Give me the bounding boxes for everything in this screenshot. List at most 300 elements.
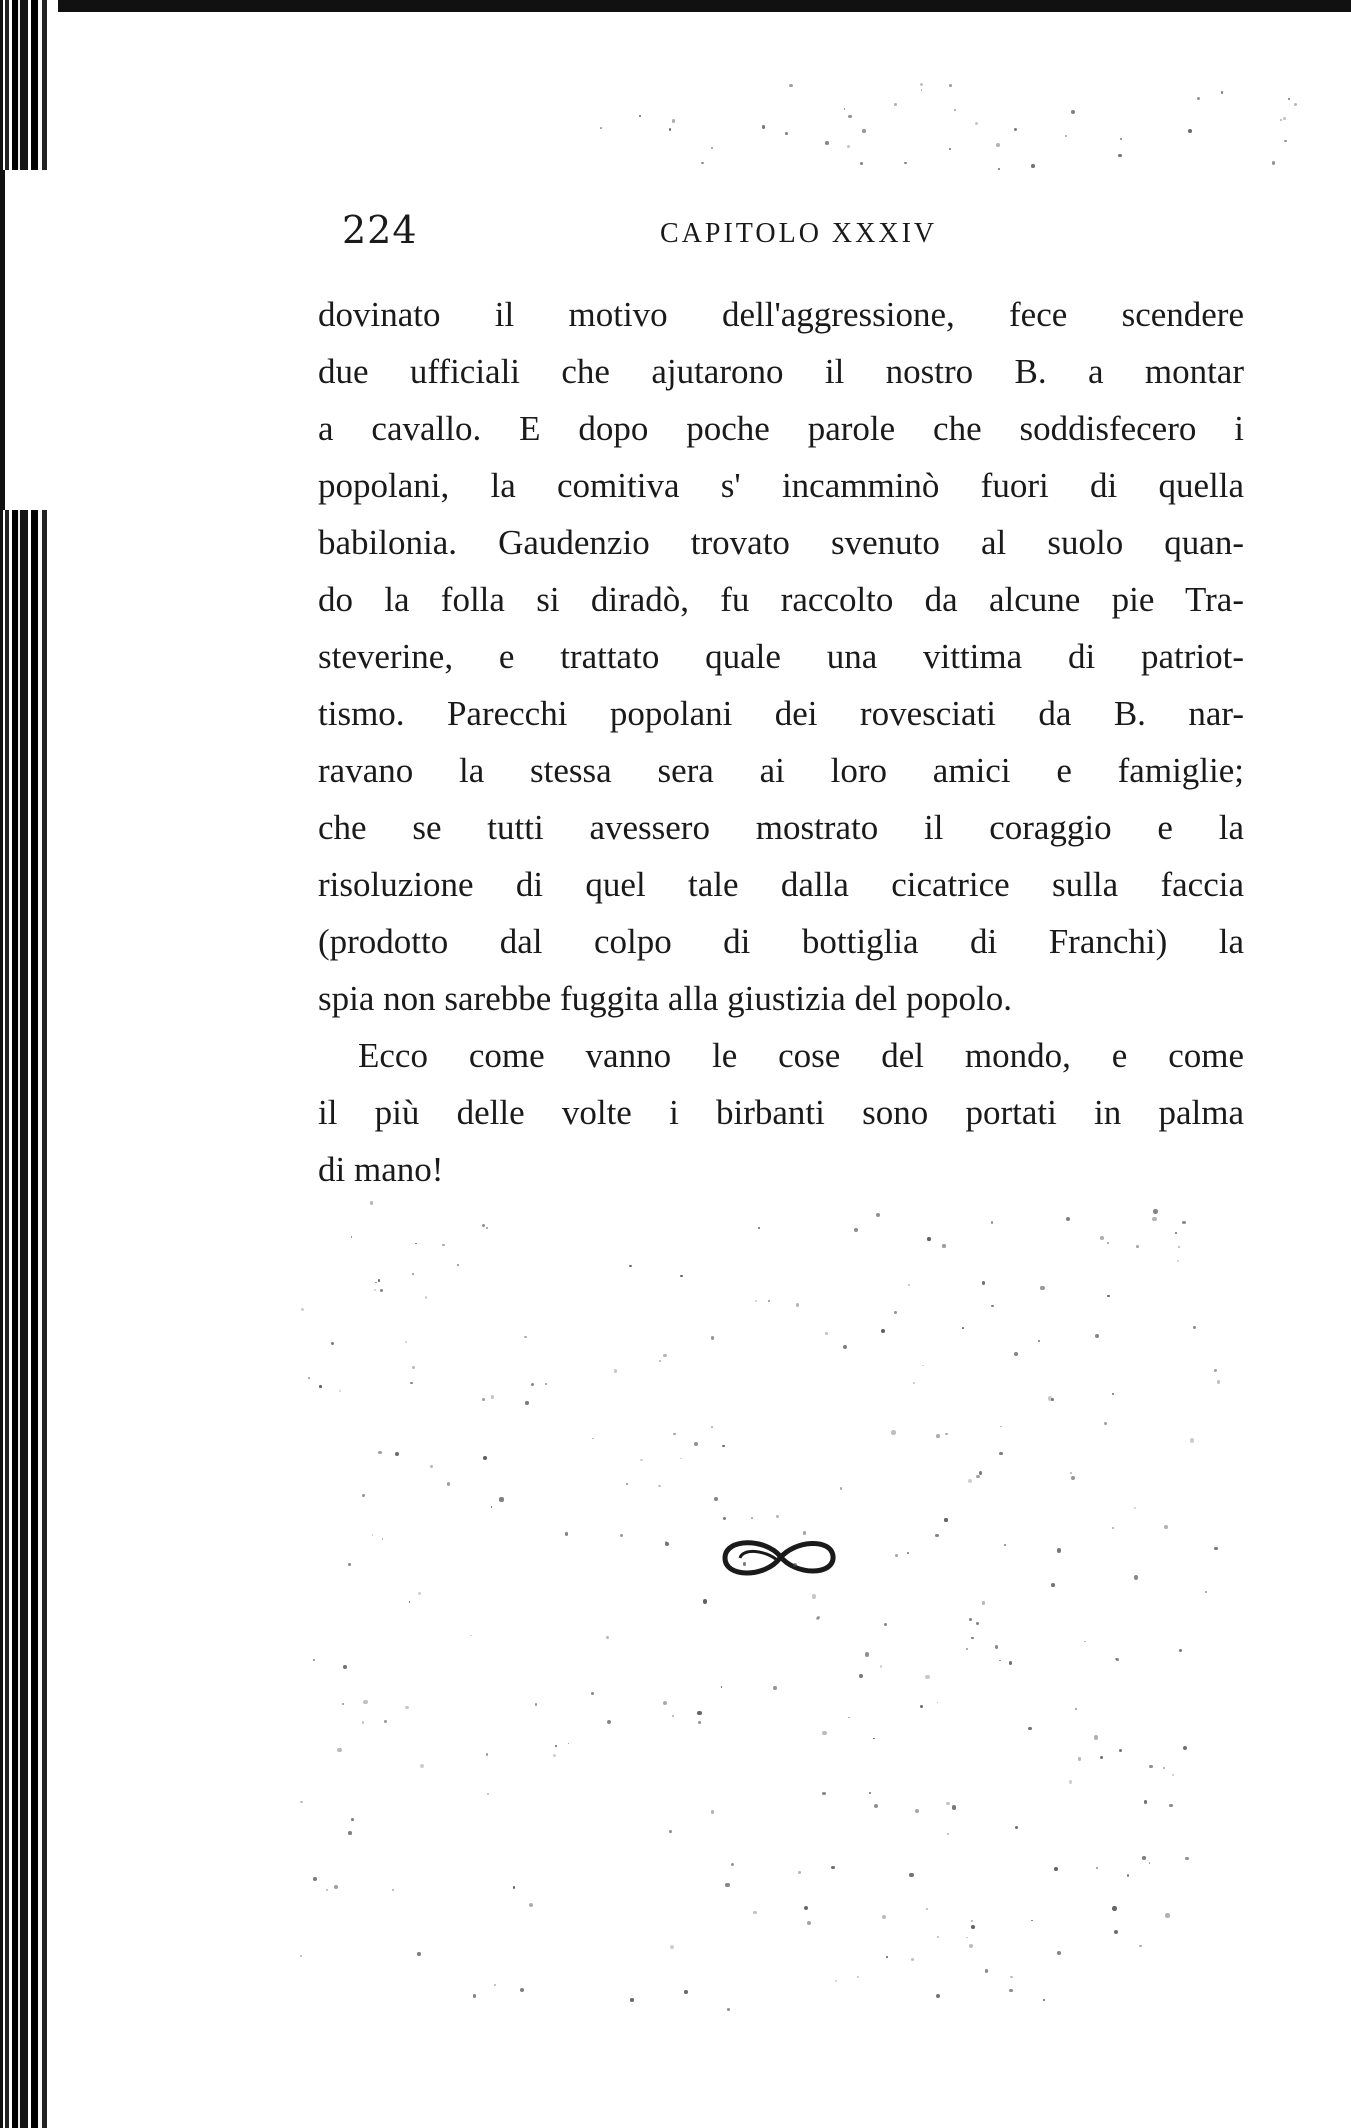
speckle [482, 1224, 485, 1227]
speckle [985, 1969, 988, 1972]
end-of-chapter-ornament-icon [705, 1528, 845, 1588]
speckle [848, 1717, 850, 1719]
speckle [1100, 1236, 1104, 1240]
speckle [825, 1332, 827, 1334]
speckle [1112, 1527, 1114, 1529]
speckle [308, 1377, 310, 1379]
text-line: due ufficiali che ajutarono il nostro B. a montar [318, 352, 1244, 391]
speckle [711, 1810, 714, 1813]
speckle [995, 1645, 999, 1649]
speckle [843, 1345, 847, 1349]
speckle [378, 1451, 381, 1454]
speckle [1057, 1951, 1061, 1955]
speckle [876, 1213, 880, 1217]
speckle [410, 1382, 413, 1385]
speckle [405, 1706, 409, 1710]
speckle [568, 1743, 570, 1745]
speckle [921, 89, 923, 91]
speckle [859, 1674, 863, 1678]
speckle [430, 1465, 433, 1468]
speckle [922, 1365, 924, 1367]
speckle [731, 1863, 735, 1867]
speckle [865, 1652, 869, 1656]
speckle [979, 1471, 983, 1475]
speckle [1038, 1340, 1040, 1342]
speckle [908, 1284, 910, 1286]
text-line: il più delle volte i birbanti sono portati in palma [318, 1093, 1244, 1132]
speckle [494, 1984, 496, 1986]
speckle [374, 1289, 376, 1291]
speckle [1136, 1245, 1139, 1248]
text-line: di mano! [318, 1150, 444, 1189]
speckle [555, 1745, 557, 1747]
speckle [545, 1383, 547, 1385]
speckle [672, 1715, 674, 1717]
speckle [952, 1805, 956, 1809]
speckle [658, 1485, 661, 1488]
speckle [1149, 1765, 1152, 1768]
speckle [607, 1720, 611, 1724]
speckle [531, 1383, 534, 1386]
speckle [1004, 1544, 1006, 1546]
speckle [697, 1711, 701, 1715]
speckle [844, 108, 846, 110]
speckle [975, 122, 978, 125]
speckle [927, 1237, 931, 1241]
speckle [920, 83, 923, 86]
speckle [473, 1994, 476, 1997]
speckle [351, 1818, 354, 1821]
speckle [672, 119, 675, 122]
speckle [920, 1705, 923, 1708]
speckle [758, 1227, 760, 1229]
speckle [425, 1296, 428, 1299]
speckle [380, 1289, 384, 1293]
speckle [418, 1592, 421, 1595]
page-header [320, 208, 1240, 258]
speckle [486, 1753, 488, 1755]
speckle [1043, 1999, 1045, 2001]
speckle [1009, 1989, 1013, 1993]
text-line: a cavallo. E dopo poche parole che soddisfecero i [318, 409, 1244, 448]
text-line: Ecco come vanno le cose del mondo, e come [358, 1036, 1244, 1075]
speckle [862, 129, 866, 133]
speckle [694, 1442, 698, 1446]
speckle [822, 1792, 825, 1795]
speckle [1139, 1945, 1142, 1948]
speckle [442, 1244, 445, 1247]
speckle [491, 1395, 495, 1399]
speckle [982, 1601, 986, 1605]
speckle [669, 128, 672, 131]
speckle [971, 1637, 973, 1639]
speckle [966, 1648, 968, 1650]
speckle [954, 109, 956, 111]
speckle [326, 1889, 328, 1891]
speckle [342, 1703, 344, 1705]
speckle [1178, 1246, 1180, 1248]
speckle [860, 162, 863, 165]
speckle [412, 1273, 414, 1275]
speckle [1048, 1396, 1052, 1400]
speckle [525, 1401, 529, 1405]
speckle [417, 1952, 421, 1956]
speckle [999, 1452, 1002, 1455]
speckle [1069, 1780, 1073, 1784]
book-spine-gap [0, 170, 58, 510]
speckle [807, 1921, 811, 1925]
speckle [976, 1622, 979, 1625]
speckle [378, 1279, 381, 1282]
speckle [1280, 119, 1282, 121]
speckle [313, 1877, 317, 1881]
speckle [362, 1721, 365, 1724]
text-line: risoluzione di quel tale dalla cicatrice sulla faccia [318, 865, 1244, 904]
speckle [1183, 1746, 1187, 1750]
speckle [1214, 1547, 1218, 1551]
speckle [854, 1228, 858, 1232]
speckle [894, 103, 897, 106]
speckle [725, 1883, 729, 1887]
speckle [640, 1459, 643, 1462]
speckle [1010, 1976, 1013, 1979]
speckle [911, 1958, 914, 1961]
speckle [565, 1532, 569, 1536]
speckle [348, 1563, 351, 1566]
text-line: popolani, la comitiva s' incamminò fuori di quella [318, 466, 1244, 505]
speckle [1075, 1708, 1077, 1710]
speckle [1127, 1874, 1130, 1877]
speckle [670, 1945, 674, 1949]
speckle [884, 1623, 887, 1626]
speckle [1288, 98, 1290, 100]
speckle [971, 1920, 973, 1922]
speckle [659, 1360, 661, 1362]
speckle [976, 1475, 980, 1479]
speckle [703, 1599, 707, 1603]
speckle [630, 1998, 634, 2002]
speckle [881, 1329, 885, 1333]
speckle [991, 1305, 993, 1307]
speckle [343, 1665, 347, 1669]
speckle [727, 2008, 730, 2011]
speckle [300, 1955, 302, 1957]
speckle [1104, 1422, 1108, 1426]
speckle [803, 1531, 806, 1534]
speckle [711, 1336, 714, 1339]
speckle [1014, 1352, 1018, 1356]
speckle [915, 1809, 919, 1813]
speckle [804, 1906, 808, 1910]
speckle [998, 168, 1000, 170]
speckle [796, 1303, 799, 1306]
speckle [1165, 1913, 1169, 1917]
speckle [857, 1976, 859, 1978]
speckle [991, 1221, 993, 1223]
speckle [1197, 97, 1200, 100]
speckle [926, 1908, 928, 1910]
speckle [639, 115, 641, 117]
speckle [966, 1937, 968, 1939]
speckle [1172, 1774, 1174, 1776]
speckle [1120, 138, 1122, 140]
speckle [375, 1282, 377, 1284]
speckle [886, 1956, 888, 1958]
text-line: ravano la stessa sera ai loro amici e famiglie; [318, 751, 1244, 790]
speckle [470, 1635, 472, 1637]
speckle [1071, 1476, 1075, 1480]
speckle [319, 1385, 322, 1388]
speckle [1031, 164, 1035, 168]
speckle [971, 1925, 975, 1929]
speckle [1119, 1749, 1123, 1753]
speckle [1205, 1591, 1207, 1593]
speckle [1217, 1380, 1220, 1383]
speckle [982, 1281, 986, 1285]
speckle [785, 132, 788, 135]
speckle [894, 1311, 897, 1314]
speckle [395, 1452, 399, 1456]
speckle [1070, 1472, 1072, 1474]
speckle [907, 1552, 909, 1554]
speckle [1107, 1295, 1109, 1297]
speckle [869, 1792, 871, 1794]
speckle [722, 1445, 724, 1447]
speckle [798, 1871, 801, 1874]
speckle [831, 1866, 834, 1869]
speckle [1040, 1286, 1044, 1290]
speckle [592, 1438, 594, 1440]
speckle [409, 1601, 411, 1603]
speckle [415, 1243, 417, 1245]
speckle [773, 1686, 776, 1689]
speckle [812, 1594, 816, 1598]
speckle [1112, 1906, 1116, 1910]
speckle [1193, 1326, 1196, 1329]
speckle [1057, 1548, 1061, 1552]
speckle [891, 1430, 895, 1434]
speckle [1175, 1232, 1177, 1234]
speckle [1014, 128, 1017, 131]
speckle [626, 1483, 628, 1485]
speckle [1214, 1369, 1217, 1372]
speckle [936, 1994, 940, 1998]
speckle [447, 1482, 451, 1486]
speckle [904, 162, 907, 165]
speckle [524, 1336, 527, 1339]
speckle [529, 1903, 533, 1907]
paragraph-2 [318, 1027, 1244, 1198]
speckle [405, 1341, 407, 1343]
speckle [874, 1804, 878, 1808]
running-header: CAPITOLO XXXIV [660, 218, 938, 249]
speckle [606, 1636, 609, 1639]
speckle [600, 127, 602, 129]
speckle [962, 1327, 964, 1329]
speckle [1177, 1260, 1179, 1262]
speckle [535, 1703, 538, 1706]
speckle [370, 1201, 373, 1204]
speckle [880, 1665, 883, 1668]
speckle [944, 1518, 947, 1521]
speckle [947, 1833, 949, 1835]
speckle [684, 1990, 688, 1994]
speckle [487, 1793, 489, 1795]
speckle [1051, 1583, 1055, 1587]
speckle [714, 1497, 718, 1501]
speckle [486, 1227, 488, 1229]
speckle [1078, 1757, 1081, 1760]
speckle [680, 1458, 682, 1460]
speckle [913, 1382, 915, 1384]
speckle [776, 1515, 779, 1518]
speckle [412, 1366, 415, 1369]
speckle [1164, 1525, 1168, 1529]
speckle [1185, 1857, 1188, 1860]
speckle [669, 1830, 672, 1833]
speckle [1190, 1438, 1194, 1442]
speckle [711, 147, 713, 149]
speckle [629, 1265, 632, 1268]
speckle [663, 1701, 667, 1705]
speckle [591, 1692, 594, 1695]
speckle [1054, 1867, 1058, 1871]
speckle [848, 115, 851, 118]
speckle [620, 1534, 623, 1537]
speckle [1182, 1221, 1186, 1225]
speckle [1065, 135, 1067, 137]
speckle [1028, 1727, 1032, 1731]
speckle [362, 1494, 365, 1497]
speckle [937, 1936, 939, 1938]
speckle [334, 1885, 338, 1889]
speckle [1144, 1800, 1147, 1803]
speckle [420, 1764, 424, 1768]
speckle [392, 1889, 394, 1891]
text-line: dovinato il motivo dell'aggressione, fece scendere [318, 295, 1244, 334]
speckle [873, 1738, 875, 1740]
body-text [318, 286, 1244, 1198]
speckle [751, 1517, 753, 1519]
speckle [1096, 1867, 1098, 1869]
speckle [937, 1702, 939, 1704]
speckle [300, 1801, 303, 1804]
speckle [949, 84, 952, 87]
speckle [945, 1433, 948, 1436]
speckle [1112, 1393, 1115, 1396]
speckle [822, 1731, 826, 1735]
speckle [673, 1433, 676, 1436]
speckle [1169, 1804, 1172, 1807]
speckle [698, 1721, 701, 1724]
speckle [1009, 1661, 1013, 1665]
speckle [946, 1802, 949, 1805]
speckle [762, 125, 765, 128]
page-number: 224 [342, 208, 418, 252]
scan-top-border [0, 0, 1351, 12]
speckle [969, 1944, 973, 1948]
speckle [840, 1487, 842, 1489]
speckle [614, 1369, 617, 1372]
speckle [663, 1354, 666, 1357]
speckle [483, 1456, 487, 1460]
speckle [520, 1988, 524, 1992]
speckle [348, 1831, 352, 1835]
speckle [825, 141, 829, 145]
speckle [1118, 154, 1121, 157]
speckle [680, 1275, 682, 1277]
speckle [1294, 103, 1298, 107]
speckle [1084, 1641, 1086, 1643]
speckle [1149, 1862, 1151, 1864]
speckle [337, 1748, 341, 1752]
speckle [1114, 1930, 1118, 1934]
speckle [1094, 1735, 1098, 1739]
text-line: steverine, e trattato quale una vittima di patriot- [318, 637, 1244, 676]
speckle [331, 1342, 335, 1346]
speckle [553, 1754, 556, 1757]
speckle [1095, 1334, 1099, 1338]
speckle [882, 1915, 886, 1919]
speckle [996, 143, 1000, 147]
speckle [1066, 1217, 1070, 1221]
speckle [372, 1534, 374, 1536]
speckle [1000, 1426, 1002, 1428]
speckle [701, 162, 704, 165]
speckle [768, 1300, 770, 1302]
speckle [491, 1506, 493, 1508]
speckle [949, 148, 951, 150]
text-line: tismo. Parecchi popolani dei rovesciati da B. nar- [318, 694, 1244, 733]
speckle [665, 1542, 669, 1546]
speckle [1134, 1575, 1138, 1579]
speckle [1153, 1209, 1157, 1213]
text-line: spia non sarebbe fuggita alla giustizia del popolo. [318, 979, 1012, 1018]
speckle [817, 1616, 821, 1620]
speckle [1107, 1242, 1109, 1244]
speckle [499, 1497, 503, 1501]
speckle [1179, 1649, 1182, 1652]
speckle [1031, 1920, 1033, 1922]
speckle [753, 1911, 757, 1915]
speckle [1221, 91, 1223, 93]
speckle [1163, 1767, 1165, 1769]
speckle [935, 1534, 939, 1538]
speckle [382, 1538, 384, 1540]
speckle [457, 1264, 459, 1266]
speckle [835, 1980, 837, 1982]
speckle [513, 1886, 516, 1889]
speckle [999, 1660, 1001, 1662]
speckle [1015, 1826, 1018, 1829]
speckle [942, 1244, 946, 1248]
speckle [969, 1618, 972, 1621]
speckle [1283, 117, 1286, 120]
speckle [895, 1554, 898, 1557]
text-line: babilonia. Gaudenzio trovato svenuto al suolo quan- [318, 523, 1244, 562]
paragraph-1 [318, 286, 1244, 1027]
speckle [384, 1720, 387, 1723]
speckle [1071, 110, 1075, 114]
speckle [1152, 1217, 1156, 1221]
speckle [339, 1390, 341, 1392]
speckle [711, 1426, 713, 1428]
speckle [936, 1434, 940, 1438]
speckle [313, 1659, 315, 1661]
speckle [1272, 161, 1275, 164]
speckle [723, 1517, 726, 1520]
text-line: (prodotto dal colpo di bottiglia di Franchi) la [318, 922, 1244, 961]
